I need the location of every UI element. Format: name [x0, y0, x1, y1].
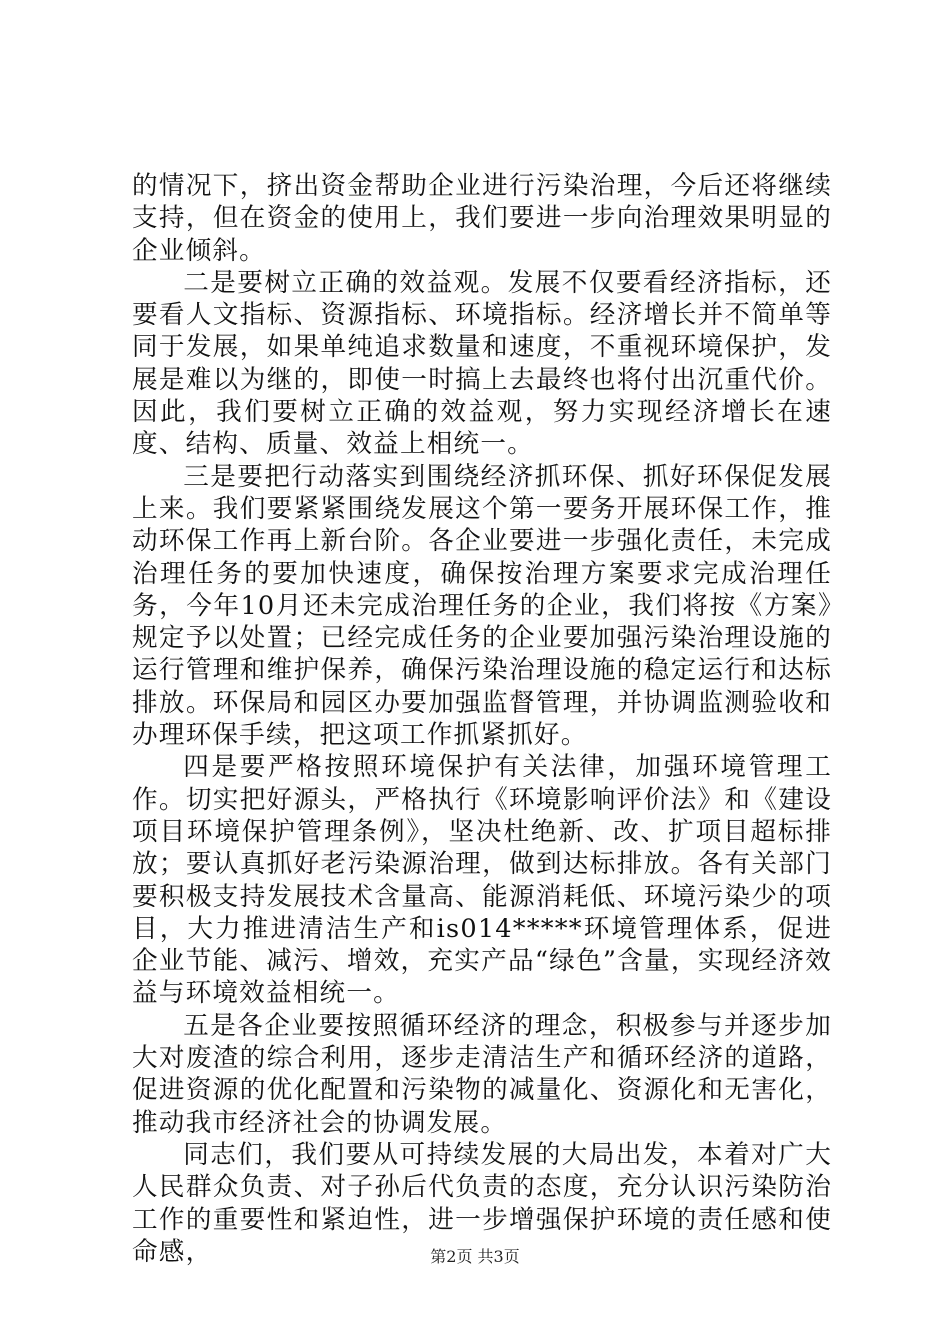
paragraph-point-four: 四是要严格按照环境保护有关法律，加强环境管理工作。切实把好源头，严格执行《环境影响评价法》和《建设项目环境保护管理条例》，坚决杜绝新、改、扩项目超标排放；要认真抓好老污染源治理，做到达标排放。各有关部门要积极支持发展技术含量高、能源消耗低、环境污染少的项目，大力推进清洁生产和is014*****环境管理体系，促进企业节能、减污、增效，充实产品“绿色”含量，实现经济效益与环境效益相统一。	[132, 752, 832, 1009]
page-number-footer: 第2页 共3页	[430, 1247, 520, 1266]
document-body	[132, 170, 832, 1268]
paragraph-point-three: 三是要把行动落实到围绕经济抓环保、抓好环保促发展上来。我们要紧紧围绕发展这个第一要务开展环保工作，推动环保工作再上新台阶。各企业要进一步强化责任，未完成治理任务的要加快速度，确保按治理方案要求完成治理任务，今年10月还未完成治理任务的企业，我们将按《方案》规定予以处置；已经完成任务的企业要加强污染治理设施的运行管理和维护保养，确保污染治理设施的稳定运行和达标排放。环保局和园区办要加强监督管理，并协调监测验收和办理环保手续，把这项工作抓紧抓好。	[132, 461, 832, 751]
paragraph-continuation: 的情况下，挤出资金帮助企业进行污染治理，今后还将继续支持，但在资金的使用上，我们要进一步向治理效果明显的企业倾斜。	[132, 171, 832, 266]
paragraph-point-two: 二是要树立正确的效益观。发展不仅要看经济指标，还要看人文指标、资源指标、环境指标。经济增长并不简单等同于发展，如果单纯追求数量和速度，不重视环境保护，发展是难以为继的，即使一时搞上去最终也将付出沉重代价。因此，我们要树立正确的效益观，努力实现经济增长在速度、结构、质量、效益上相统一。	[132, 267, 832, 460]
paragraph-closing: 同志们，我们要从可持续发展的大局出发，本着对广大人民群众负责、对子孙后代负责的态度，充分认识污染防治工作的重要性和紧迫性，进一步增强保护环境的责任感和使命感，	[132, 1139, 832, 1267]
paragraph-point-five: 五是各企业要按照循环经济的理念，积极参与并逐步加大对废渣的综合利用，逐步走清洁生产和循环经济的道路，促进资源的优化配置和污染物的减量化、资源化和无害化，推动我市经济社会的协调发展。	[132, 1010, 832, 1138]
